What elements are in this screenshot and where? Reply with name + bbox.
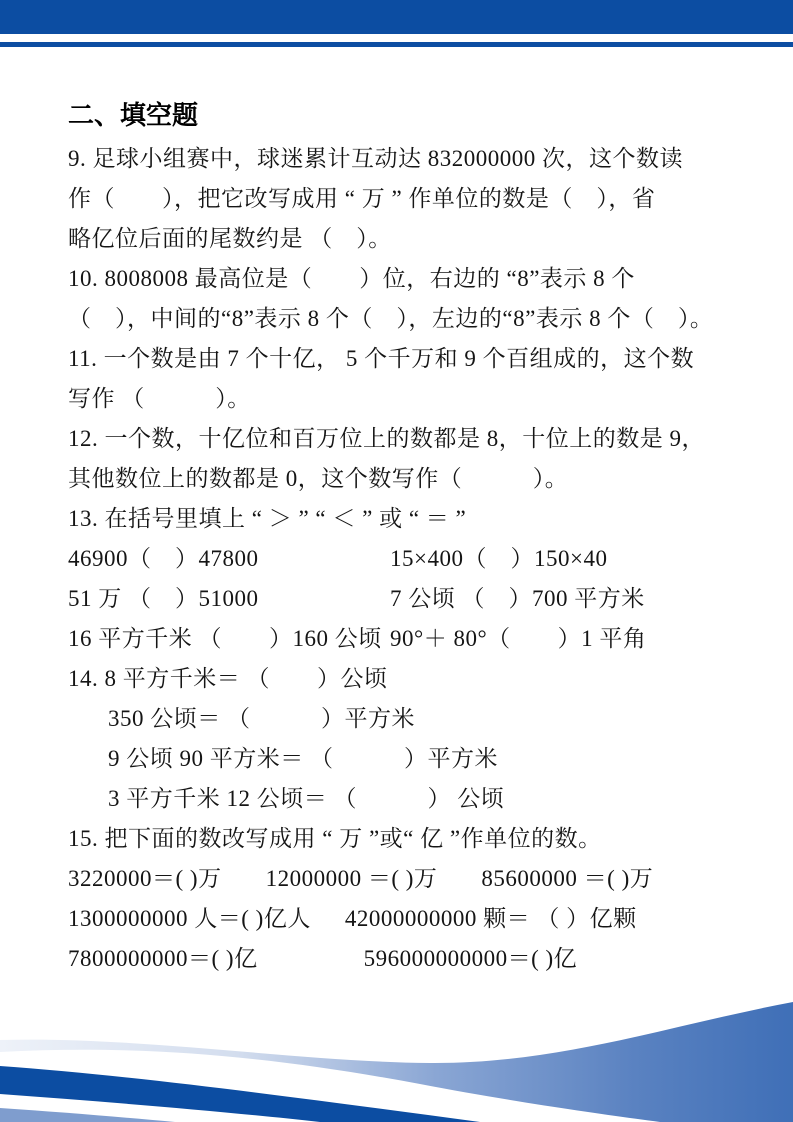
header-blue-bar	[0, 0, 793, 34]
q15-row2-item2: 42000000000 颗＝ （ ）亿颗	[344, 906, 637, 931]
footer-wave-decoration	[0, 1000, 793, 1122]
q15-row2-item1: 1300000000 人＝( )亿人	[68, 906, 311, 931]
q11-line-1: 11. 一个数是由 7 个十亿， 5 个千万和 9 个百组成的，这个数	[68, 346, 695, 371]
q14-line-4: 3 平方千米 12 公顷＝ （ ） 公顷	[108, 786, 505, 811]
q13-row3-left: 16 平方千米 （ ）160 公顷	[68, 626, 382, 651]
q13-row2-right: 7 公顷 （ ）700 平方米	[390, 586, 645, 611]
q10-line-1: 10. 8008008 最高位是（ ）位，右边的 “8”表示 8 个	[68, 266, 635, 291]
q15-row1-item2: 12000000 ＝( )万	[265, 866, 438, 891]
q13-intro: 13. 在括号里填上 “ ＞ ” “ ＜ ” 或 “ ＝ ”	[68, 506, 467, 531]
q13-row1-left: 46900（ ）47800	[68, 546, 259, 571]
worksheet-page	[0, 47, 793, 979]
q13-row-3	[68, 619, 767, 659]
q14-line-1: 14. 8 平方千米＝ （ ）公顷	[68, 666, 388, 691]
q13-row-1	[68, 539, 767, 579]
q10-line-2: （ ），中间的“8”表示 8 个（ ），左边的“8”表示 8 个（ ）。	[68, 306, 714, 331]
q15-row3-item1: 7800000000＝( )亿	[68, 946, 258, 971]
q15-row3-item2: 596000000000＝( )亿	[363, 946, 578, 971]
q9-line-1: 9. 足球小组赛中，球迷累计互动达 832000000 次，这个数读	[68, 146, 683, 171]
q9-line-3: 略亿位后面的尾数约是 （ ）。	[68, 226, 392, 251]
q12-line-2: 其他数位上的数都是 0，这个数写作（ ）。	[68, 466, 569, 491]
section-title: 二、填空题	[68, 100, 199, 130]
q14-line-3: 9 公顷 90 平方米＝ （ ）平方米	[108, 746, 498, 771]
footer-wave-svg	[0, 1000, 793, 1122]
q14-line-2: 350 公顷＝ （ ）平方米	[108, 706, 415, 731]
q13-row1-right: 15×400（ ）150×40	[390, 546, 608, 571]
q15-row-2	[68, 899, 767, 939]
q15-row-1	[68, 859, 767, 899]
q13-row2-left: 51 万 （ ）51000	[68, 586, 259, 611]
q15-row1-item3: 85600000 ＝( )万	[481, 866, 654, 891]
q13-row-2	[68, 579, 767, 619]
q15-intro: 15. 把下面的数改写成用 “ 万 ”或“ 亿 ”作单位的数。	[68, 826, 602, 851]
q15-row-3	[68, 939, 767, 979]
q9-line-2: 作（ ），把它改写成用 “ 万 ” 作单位的数是（ ），省	[68, 186, 656, 211]
q12-line-1: 12. 一个数，十亿位和百万位上的数都是 8，十位上的数是 9，	[68, 426, 705, 451]
q13-row3-right: 90°＋ 80°（ ）1 平角	[390, 626, 647, 651]
q15-row1-item1: 3220000＝( )万	[68, 866, 222, 891]
q11-line-2: 写作 （ ）。	[68, 386, 251, 411]
